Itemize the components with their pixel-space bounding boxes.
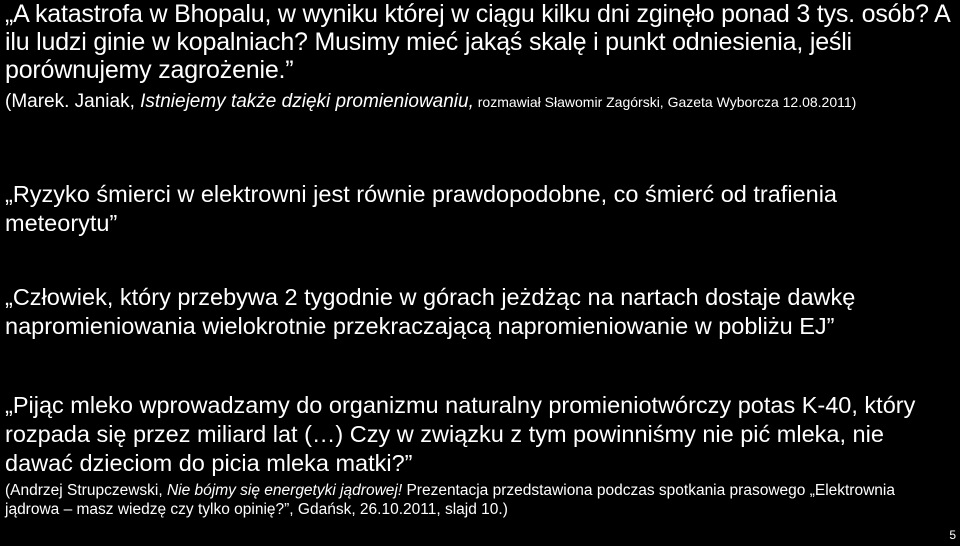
citation-date: 12.08.2011) (778, 94, 857, 110)
page-number: 5 (949, 528, 956, 542)
quote-bhopal: „A katastrofa w Bhopalu, w wyniku której w ciągu kilku dni zginęło ponad 3 tys. osób? A ilu ludzi ginie w kopalniach? Musimy mieć jakąś skalę i punkt odniesienia, jeśli porównujemy zagrożenie.” (5, 0, 950, 84)
quote-meteor: „Ryzyko śmierci w elektrowni jest równie prawdopodobne, co śmierć od trafienia meteorytu” (5, 181, 837, 236)
citation-janiak (5, 92, 950, 112)
citation-prefix: (Marek. Janiak, (5, 91, 141, 112)
citation-strupczewski (5, 481, 950, 519)
citation-interviewer: rozmawiał Sławomir Zagórski, Gazeta Wyborcza (473, 94, 779, 110)
citation-title: Istniejemy także dzięki promieniowaniu, (140, 91, 474, 112)
quote-mountains: „Człowiek, który przebywa 2 tygodnie w górach jeżdżąc na nartach dostaje dawkę napromieniowania wielokrotnie przekraczającą napromieniowanie w pobliżu EJ” (5, 284, 856, 339)
citation-rest: Prezentacja przedstawiona podczas spotkania prasowego „Elektrownia jądrowa – masz wiedzę czy tylko opinię?”, Gdańsk, 26.10.2011, slajd 10.) (5, 482, 895, 518)
citation-prefix: (Andrzej Strupczewski, (5, 482, 167, 499)
quote-milk: „Pijąc mleko wprowadzamy do organizmu naturalny promieniotwórczy potas K-40, który rozpada się przez miliard lat (…) Czy w związku z tym powinniśmy nie pić mleka, nie dawać dzieciom do picia mleka matki?” (5, 392, 916, 476)
citation-title: Nie bójmy się energetyki jądrowej! (166, 482, 403, 499)
